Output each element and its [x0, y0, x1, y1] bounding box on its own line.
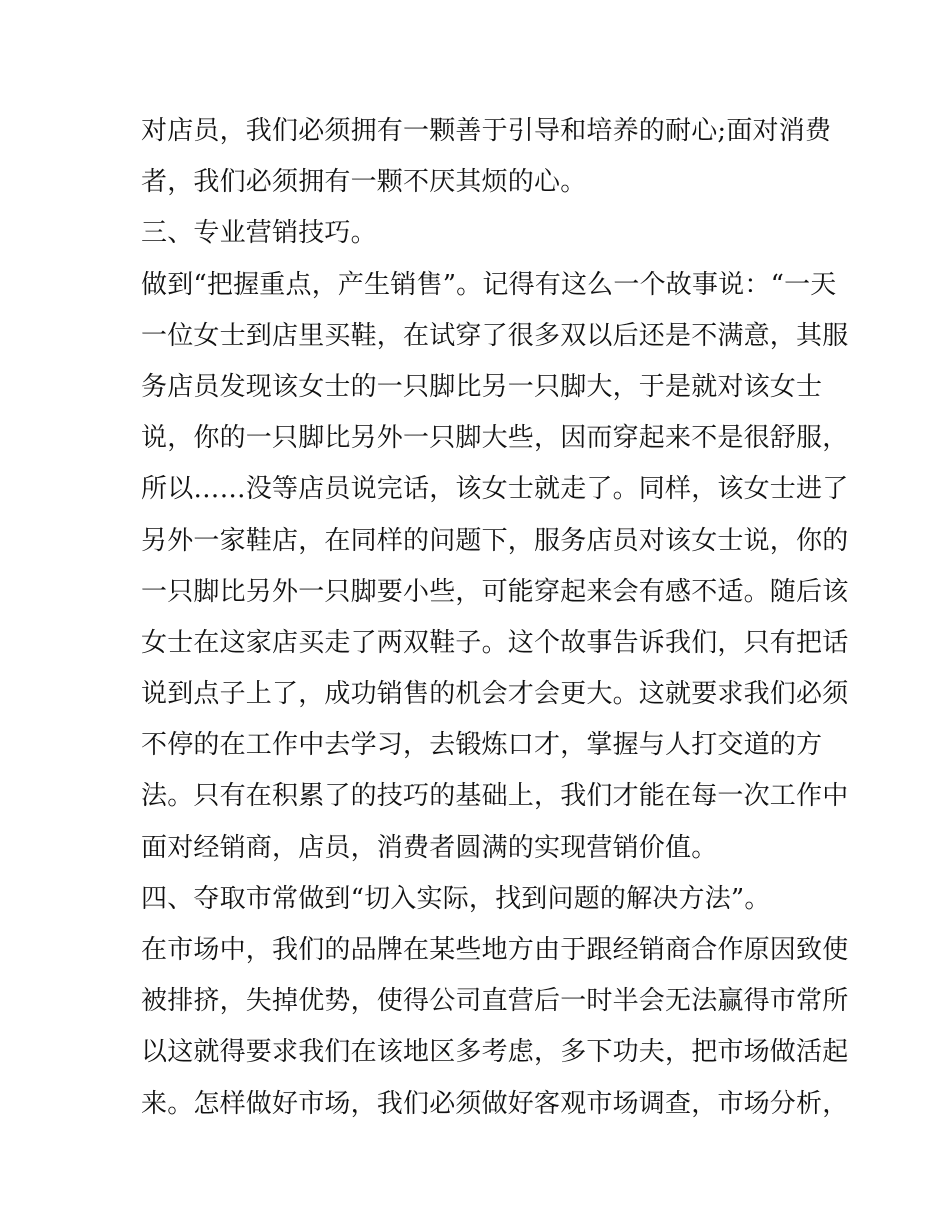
text-line: 以这就得要求我们在该地区多考虑，多下功夫，把市场做活起 — [141, 1037, 849, 1068]
text-line: 务店员发现该女士的一只脚比另一只脚大，于是就对该女士 — [141, 371, 823, 402]
text-line: 女士在这家店买走了两双鞋子。这个故事告诉我们，只有把话 — [141, 627, 849, 658]
text-line: 对店员，我们必须拥有一颗善于引导和培养的耐心;面对消费 — [141, 116, 832, 146]
text-line: 法。只有在积累了的技巧的基础上，我们才能在每一次工作中 — [141, 781, 849, 812]
text-line: 者，我们必须拥有一颗不厌其烦的心。 — [141, 167, 587, 198]
text-line: 说，你的一只脚比另外一只脚大些，因而穿起来不是很舒服， — [141, 423, 849, 454]
text-line: 所以……没等店员说完话，该女士就走了。同样，该女士进了 — [141, 474, 849, 505]
text-line: 另外一家鞋店，在同样的问题下，服务店员对该女士说，你的 — [141, 525, 849, 556]
text-line: 做到“把握重点，产生销售”。记得有这么一个故事说：“一天 — [141, 269, 837, 300]
text-line: 不停的在工作中去学习，去锻炼口才，掌握与人打交道的方 — [141, 730, 823, 761]
section-heading: 四、夺取市常做到“切入实际，找到问题的解决方法”。 — [141, 883, 771, 914]
section-heading: 三、专业营销技巧。 — [141, 218, 377, 249]
text-line: 被排挤，失掉优势，使得公司直营后一时半会无法赢得市常所 — [141, 986, 849, 1017]
text-line: 一只脚比另外一只脚要小些，可能穿起来会有感不适。随后该 — [141, 576, 849, 607]
text-line: 来。怎样做好市场，我们必须做好客观市场调查，市场分析， — [141, 1088, 849, 1119]
text-line: 在市场中，我们的品牌在某些地方由于跟经销商合作原因致使 — [141, 935, 849, 965]
text-line: 一位女士到店里买鞋，在试穿了很多双以后还是不满意，其服 — [141, 320, 849, 351]
document-body — [141, 106, 849, 1130]
text-line: 面对经销商，店员，消费者圆满的实现营销价值。 — [141, 832, 718, 863]
text-line: 说到点子上了，成功销售的机会才会更大。这就要求我们必须 — [141, 679, 849, 710]
